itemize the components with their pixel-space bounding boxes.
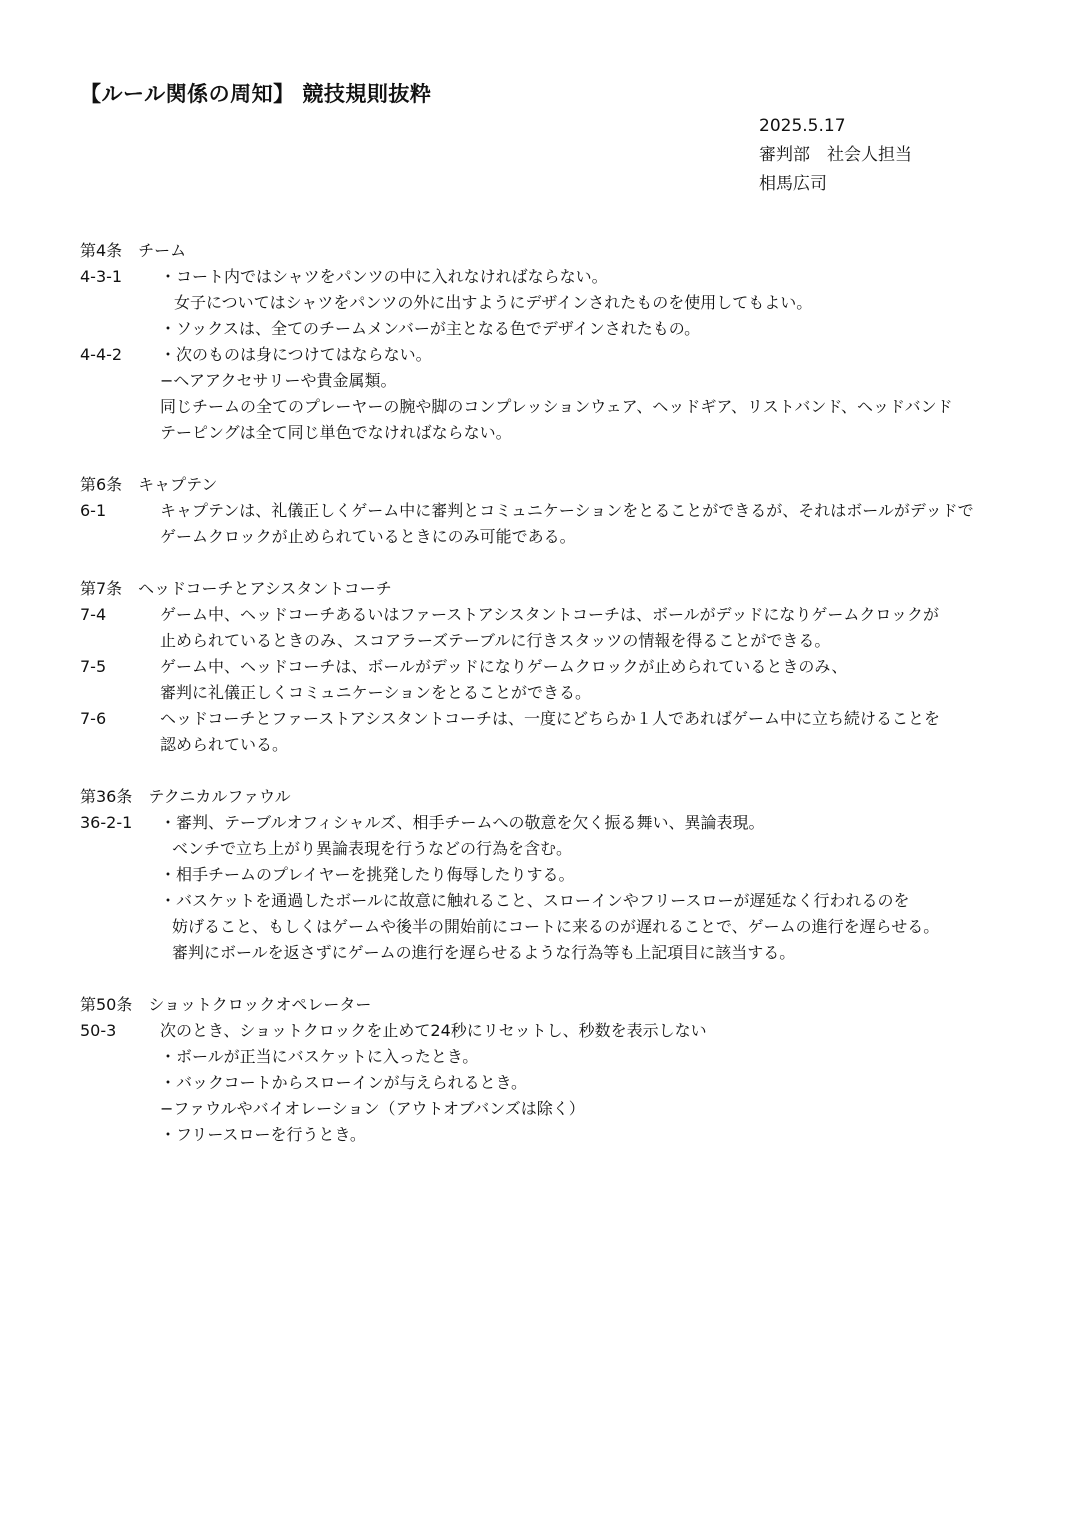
document-meta — [759, 112, 912, 199]
rule-line: ゲーム中、ヘッドコーチあるいはファーストアシスタントコーチは、ボールがデッドになりゲームクロックが — [160, 605, 940, 624]
rule-entry — [80, 264, 1040, 342]
document-department: 審判部 社会人担当 — [759, 145, 912, 165]
rule-text — [160, 1018, 1040, 1148]
rule-entry — [80, 654, 1040, 706]
rule-line: −ヘアアクセサリーや貴金属類。 — [160, 371, 397, 390]
rule-line: ・フリースローを行うとき。 — [160, 1125, 366, 1144]
rule-line: ・相手チームのプレイヤーを挑発したり侮辱したりする。 — [160, 865, 575, 884]
rule-line: −ファウルやバイオレーション（アウトオブバンズは除く） — [160, 1099, 585, 1118]
rule-line: ・バスケットを通過したボールに故意に触れること、スローインやフリースローが遅延なく行われるのを — [160, 891, 910, 910]
rule-text — [160, 706, 1040, 758]
rule-line: ・次のものは身につけてはならない。 — [160, 345, 432, 364]
section-heading: 第36条 テクニカルファウル — [80, 787, 291, 806]
document-title: 【ルール関係の周知】 競技規則抜粋 — [80, 82, 432, 106]
rule-number: 4-3-1 — [80, 267, 123, 286]
section-article-36 — [80, 784, 1040, 966]
rule-line: 審判に礼儀正しくコミュニケーションをとることができる。 — [160, 683, 592, 702]
rule-line: 同じチームの全てのプレーヤーの腕や脚のコンプレッションウェア、ヘッドギア、リストバンド、ヘッドバンド — [160, 397, 953, 416]
rule-text — [160, 342, 1040, 446]
rule-number: 50-3 — [80, 1021, 117, 1040]
rule-line: ヘッドコーチとファーストアシスタントコーチは、一度にどちらか１人であればゲーム中に立ち続けることを — [160, 709, 941, 728]
rule-number: 7-5 — [80, 657, 107, 676]
rule-number: 7-6 — [80, 709, 107, 728]
section-heading: 第7条 ヘッドコーチとアシスタントコーチ — [80, 579, 392, 598]
document-date: 2025.5.17 — [759, 116, 846, 136]
rule-line: 止められているときのみ、スコアラーズテーブルに行きスタッツの情報を得ることができる。 — [160, 631, 831, 650]
rule-line: ・審判、テーブルオフィシャルズ、相手チームへの敬意を欠く振る舞い、異論表現。 — [160, 813, 765, 832]
rule-text — [160, 810, 1040, 966]
rule-line: 女子についてはシャツをパンツの外に出すようにデザインされたものを使用してもよい。 — [174, 293, 813, 312]
rule-line: 認められている。 — [160, 735, 289, 754]
rule-text — [160, 498, 1040, 550]
rule-number: 6-1 — [80, 501, 107, 520]
rule-line: ・ボールが正当にバスケットに入ったとき。 — [160, 1047, 479, 1066]
rule-line: ・コート内ではシャツをパンツの中に入れなければならない。 — [160, 267, 608, 286]
rule-line: ・バックコートからスローインが与えられるとき。 — [160, 1073, 528, 1092]
rule-line: ゲームクロックが止められているときにのみ可能である。 — [160, 527, 576, 546]
rule-line: 妨げること、もしくはゲームや後半の開始前にコートに来るのが遅れることで、ゲームの進行を遅らせる。 — [172, 917, 940, 936]
rule-line: 次のとき、ショットクロックを止めて24秒にリセットし、秒数を表示しない — [160, 1021, 707, 1040]
rule-entry — [80, 342, 1040, 446]
rule-number: 36-2-1 — [80, 813, 133, 832]
rule-text — [160, 264, 1040, 342]
rules-content — [80, 238, 1040, 1174]
section-article-4 — [80, 238, 1040, 446]
section-heading: 第6条 キャプテン — [80, 475, 218, 494]
rule-entry — [80, 602, 1040, 654]
rule-number: 7-4 — [80, 605, 107, 624]
rule-number: 4-4-2 — [80, 345, 123, 364]
rule-entry — [80, 706, 1040, 758]
rule-line: ゲーム中、ヘッドコーチは、ボールがデッドになりゲームクロックが止められているときのみ、 — [160, 657, 848, 676]
rule-line: ・ソックスは、全てのチームメンバーが主となる色でデザインされたもの。 — [160, 319, 701, 338]
rule-text — [160, 602, 1040, 654]
section-article-50 — [80, 992, 1040, 1148]
rule-line: キャプテンは、礼儀正しくゲーム中に審判とコミュニケーションをとることができるが、それはボールがデッドで — [160, 501, 974, 520]
rule-text — [160, 654, 1040, 706]
section-article-7 — [80, 576, 1040, 758]
section-heading: 第50条 ショットクロックオペレーター — [80, 995, 372, 1014]
rule-entry — [80, 1018, 1040, 1148]
rule-line: 審判にボールを返さずにゲームの進行を遅らせるような行為等も上記項目に該当する。 — [172, 943, 796, 962]
section-heading: 第4条 チーム — [80, 241, 187, 260]
section-article-6 — [80, 472, 1040, 550]
rule-entry — [80, 498, 1040, 550]
document-author: 相馬広司 — [759, 174, 827, 194]
rule-entry — [80, 810, 1040, 966]
rule-line: ベンチで立ち上がり異論表現を行うなどの行為を含む。 — [172, 839, 573, 858]
rule-line: テーピングは全て同じ単色でなければならない。 — [160, 423, 512, 442]
